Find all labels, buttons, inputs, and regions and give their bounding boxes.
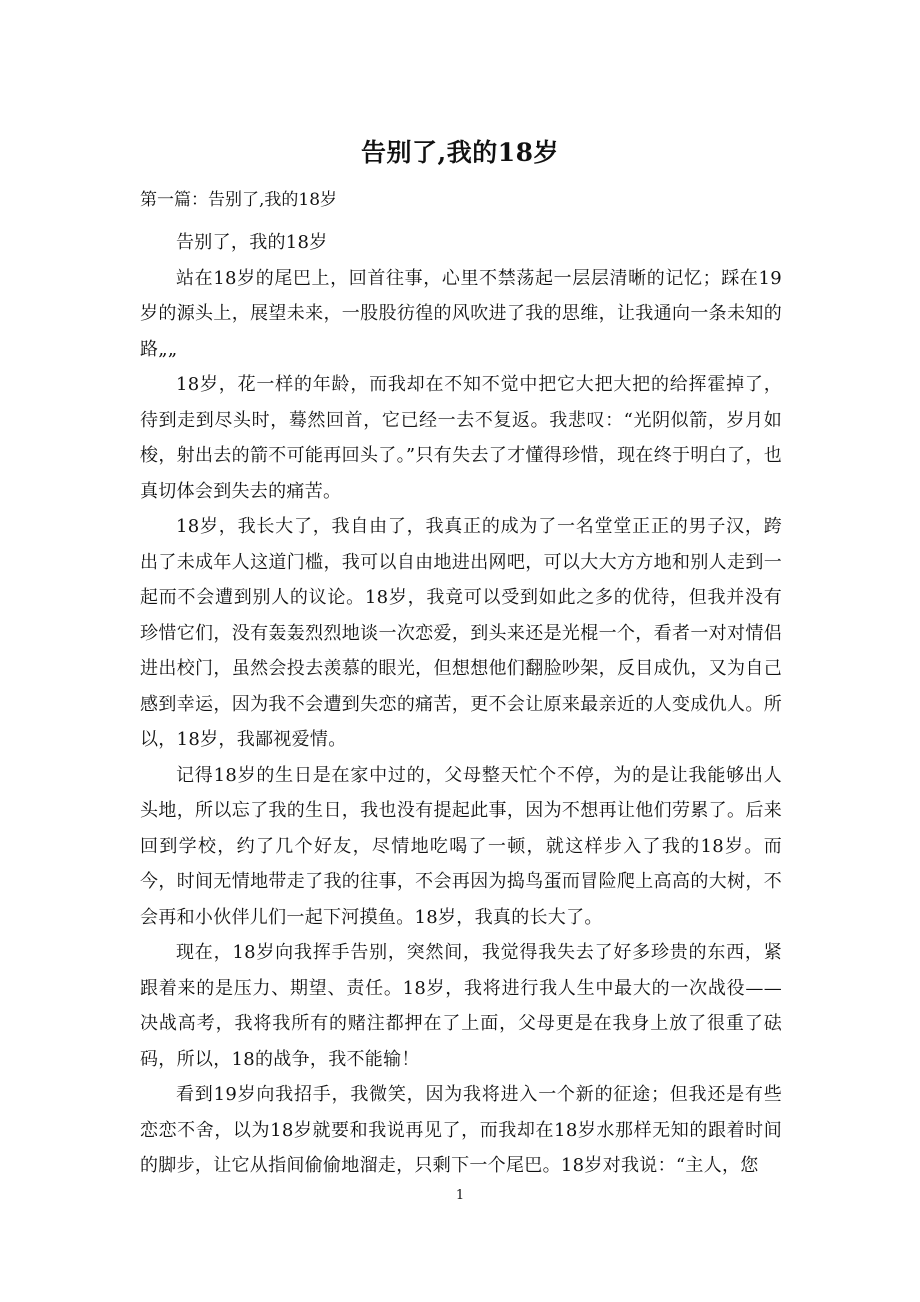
- page-number: 1: [455, 1188, 465, 1203]
- document-body: [140, 225, 782, 1184]
- paragraph: 现在，18岁向我挥手告别，突然间，我觉得我失去了好多珍贵的东西，紧跟着来的是压力、期望、责任。18岁，我将进行我人生中最大的一次战役——决战高考，我将我所有的赌注都押在了上面，父母更是在我身上放了很重了砝码，所以，18的战争，我不能输！: [140, 942, 782, 1070]
- document-subtitle: 第一篇：告别了,我的18岁: [140, 190, 338, 210]
- paragraph: 记得18岁的生日是在家中过的，父母整天忙个不停，为的是让我能够出人头地，所以忘了我的生日，我也没有提起此事，因为不想再让他们劳累了。后来回到学校，约了几个好友，尽情地吃喝了一顿，就这样步入了我的18岁。而今，时间无情地带走了我的往事，不会再因为捣鸟蛋而冒险爬上高高的大树，不会再和小伙伴儿们一起下河摸鱼。18岁，我真的长大了。: [140, 764, 782, 928]
- paragraph: 18岁，我长大了，我自由了，我真正的成为了一名堂堂正正的男子汉，跨出了未成年人这道门槛，我可以自由地进出网吧，可以大大方方地和别人走到一起而不会遭到别人的议论。18岁，我竟可以受到如此之多的优待，但我并没有珍惜它们，没有轰轰烈烈地谈一次恋爱，到头来还是光棍一个，看者一对对情侣进出校门，虽然会投去羡慕的眼光，但想想他们翻脸吵架，反目成仇，又为自己感到幸运，因为我不会遭到失恋的痛苦，更不会让原来最亲近的人变成仇人。所以，18岁，我鄙视爱情。: [140, 516, 782, 750]
- paragraph-heading: 告别了，我的18岁: [176, 232, 328, 253]
- document-title: 告别了,我的18岁: [361, 138, 559, 167]
- paragraph: 看到19岁向我招手，我微笑，因为我将进入一个新的征途；但我还是有些恋恋不舍，以为18岁就要和我说再见了，而我却在18岁水那样无知的跟着时间的脚步，让它从指间偷偷地溜走，只剩下一个尾巴。18岁对我说：“主人，您: [140, 1084, 782, 1176]
- paragraph: 18岁，花一样的年龄，而我却在不知不觉中把它大把大把的给挥霍掉了，待到走到尽头时，蓦然回首，它已经一去不复返。我悲叹：“光阴似箭，岁月如梭，射出去的箭不可能再回头了。”只有失去了才懂得珍惜，现在终于明白了，也真切体会到失去的痛苦。: [140, 374, 782, 502]
- paragraph: 站在18岁的尾巴上，回首往事，心里不禁荡起一层层清晰的记忆；踩在19岁的源头上，展望未来，一股股彷徨的风吹进了我的思维，让我通向一条未知的路„„: [140, 267, 782, 360]
